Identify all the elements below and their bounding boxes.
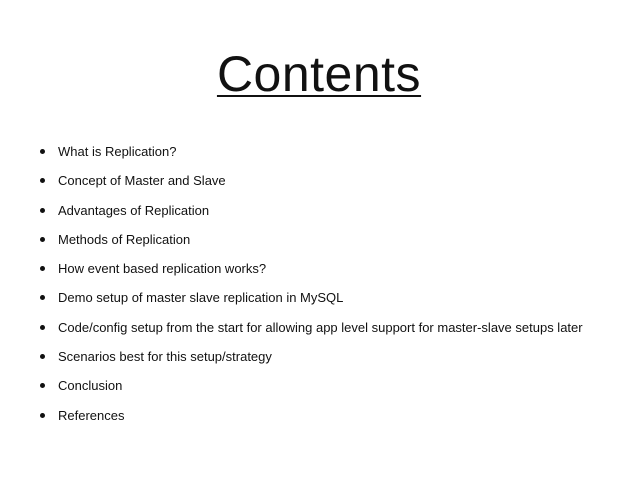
bullet-item-code-config xyxy=(40,318,583,347)
bullet-text: Conclusion xyxy=(58,378,123,394)
bullet-item-advantages xyxy=(40,201,583,230)
bullet-text: Demo setup of master slave replication in MySQL xyxy=(58,290,344,306)
bullet-text: Code/config setup from the start for allowing app level support for master-slave setups later xyxy=(58,319,583,335)
bullet-text: What is Replication? xyxy=(58,144,177,159)
bullet-item-replication xyxy=(40,142,583,171)
bullet-dot-icon xyxy=(40,325,45,330)
bullet-item-methods xyxy=(40,230,583,259)
bullet-text: How event based replication works? xyxy=(58,261,267,277)
bullet-dot-icon xyxy=(40,237,45,242)
bullet-dot-icon xyxy=(40,413,45,418)
bullet-text: Scenarios best for this setup/strategy xyxy=(58,349,272,365)
bullet-item-references xyxy=(40,406,583,435)
bullet-item-scenarios xyxy=(40,347,583,376)
bullet-dot-icon xyxy=(40,149,45,154)
bullet-item-master-slave xyxy=(40,171,583,200)
bullet-list xyxy=(40,142,583,435)
bullet-text: References xyxy=(58,407,125,423)
bullet-item-conclusion xyxy=(40,376,583,405)
bullet-item-event-based xyxy=(40,259,583,288)
bullet-dot-icon xyxy=(40,208,45,213)
bullet-text: Methods of Replication xyxy=(58,231,191,247)
bullet-dot-icon xyxy=(40,295,45,300)
bullet-dot-icon xyxy=(40,383,45,388)
bullet-dot-icon xyxy=(40,178,45,183)
bullet-dot-icon xyxy=(40,266,45,271)
bullet-item-demo-setup xyxy=(40,288,583,317)
bullet-dot-icon xyxy=(40,354,45,359)
bullet-text: Advantages of Replication xyxy=(58,202,210,218)
bullet-text: Concept of Master and Slave xyxy=(58,173,226,189)
slide-title: Contents xyxy=(216,46,422,102)
